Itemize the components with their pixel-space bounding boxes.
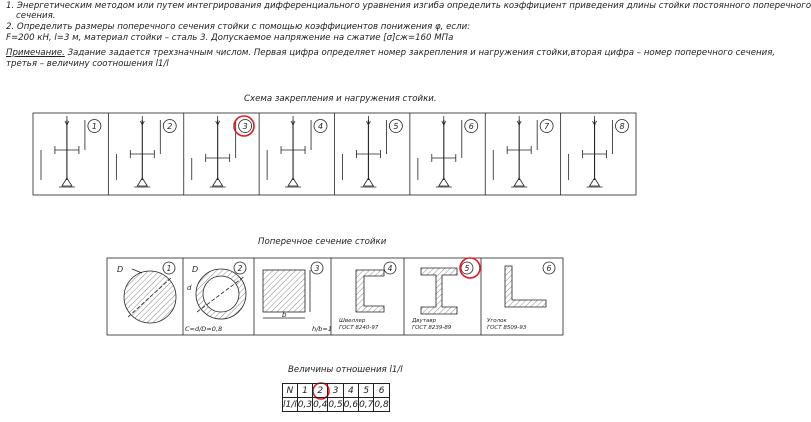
section-number: 5 [464, 264, 470, 273]
task-line-1b: сечения. [16, 11, 56, 21]
ratio-value-cell: 0,5 [328, 399, 343, 410]
section-number: 3 [314, 264, 320, 273]
scheme-number: 6 [468, 122, 474, 131]
scheme-4 [267, 116, 327, 187]
scheme-5 [343, 116, 403, 187]
ratio-value-cell: 0,7 [359, 399, 374, 410]
ratio-value-cell: 0,4 [313, 399, 328, 410]
ratio-header-cell: 2 [313, 384, 328, 398]
schemes-title: Схема закрепления и нагружения стойки. [244, 94, 437, 104]
label-ibeam-1: Двутавр [412, 318, 437, 324]
label-d-2: d [187, 284, 192, 292]
task-line-1: 1. Энергетическим методом или путем интегрирования дифференциального уравнения изгиба определить коэффициент приведения длины стойки постоянного поперечного [6, 1, 811, 11]
note-line-2: третья – величину соотношения l1/l [6, 59, 169, 69]
note-label: Примечание. [6, 48, 65, 58]
ratio-value-cell: 0,6 [343, 399, 359, 410]
section-number: 6 [546, 264, 552, 273]
scheme-number: 3 [242, 122, 248, 131]
ratio-table [282, 383, 390, 412]
ratio-title: Величины отношения l1/l [288, 365, 403, 375]
scheme-8 [569, 116, 629, 187]
section-number: 4 [387, 264, 393, 273]
scheme-number: 1 [91, 122, 97, 131]
ratio-header-cell: 3 [328, 384, 343, 398]
scheme-number: 7 [544, 122, 550, 131]
label-angle-2: ГОСТ 8509-93 [487, 325, 527, 331]
scheme-number: 2 [167, 122, 173, 131]
scheme-2 [116, 116, 176, 187]
section-ring [196, 269, 246, 319]
task-line-3: F=200 кН, l=3 м, материал стойки – сталь 3. Допускаемое напряжение на сжатие [σ]сж=160 МПа [6, 33, 454, 43]
ratio-value-cell: 0,3 [297, 399, 313, 410]
scheme-number: 4 [317, 122, 324, 131]
scheme-number: 8 [619, 122, 625, 131]
label-square: h/b=1 [312, 325, 333, 333]
label-angle-1: Уголок [487, 318, 507, 324]
label-channel-1: Швеллер [339, 318, 366, 324]
ratio-header-cell: 4 [343, 384, 358, 398]
section-ibeam [421, 268, 457, 314]
ratio-value-cell: l1/l [283, 399, 297, 410]
label-D-2: D [192, 265, 199, 274]
ratio-header-cell: 1 [297, 384, 312, 398]
sections-title: Поперечное сечение стойки [258, 237, 387, 247]
ratio-header-row [283, 384, 390, 398]
section-square [263, 270, 310, 318]
task-line-2: 2. Определить размеры поперечного сечения стойки с помощью коэффициентов понижения φ, если: [6, 22, 471, 32]
section-angle [505, 266, 546, 307]
label-b: b [282, 311, 287, 319]
ratio-header-cell: 5 [359, 384, 374, 398]
label-D-1: D [117, 265, 124, 274]
section-number: 2 [237, 264, 243, 273]
section-channel [356, 270, 384, 312]
section-number: 1 [166, 264, 172, 273]
scheme-1 [41, 116, 101, 187]
highlight-section-5 [460, 258, 480, 278]
ratio-header-cell: 6 [374, 384, 389, 398]
label-ibeam-2: ГОСТ 8239-89 [412, 325, 452, 331]
ratio-header-cell: N [283, 384, 298, 398]
label-ring: C=d/D=0,8 [185, 325, 223, 333]
section-circle [124, 269, 176, 323]
scheme-6 [418, 116, 478, 187]
note-text: Задание задается трехзначным числом. Первая цифра определяет номер закрепления и нагружения стойки,вторая цифра – номер поперечного сечения, [64, 48, 776, 58]
scheme-7 [493, 116, 553, 187]
label-channel-2: ГОСТ 8240-97 [339, 325, 379, 331]
scheme-3 [192, 116, 252, 187]
scheme-number: 5 [393, 122, 399, 131]
ratio-value-cell: 0,8 [374, 399, 389, 410]
ratio-values-row [283, 398, 390, 412]
